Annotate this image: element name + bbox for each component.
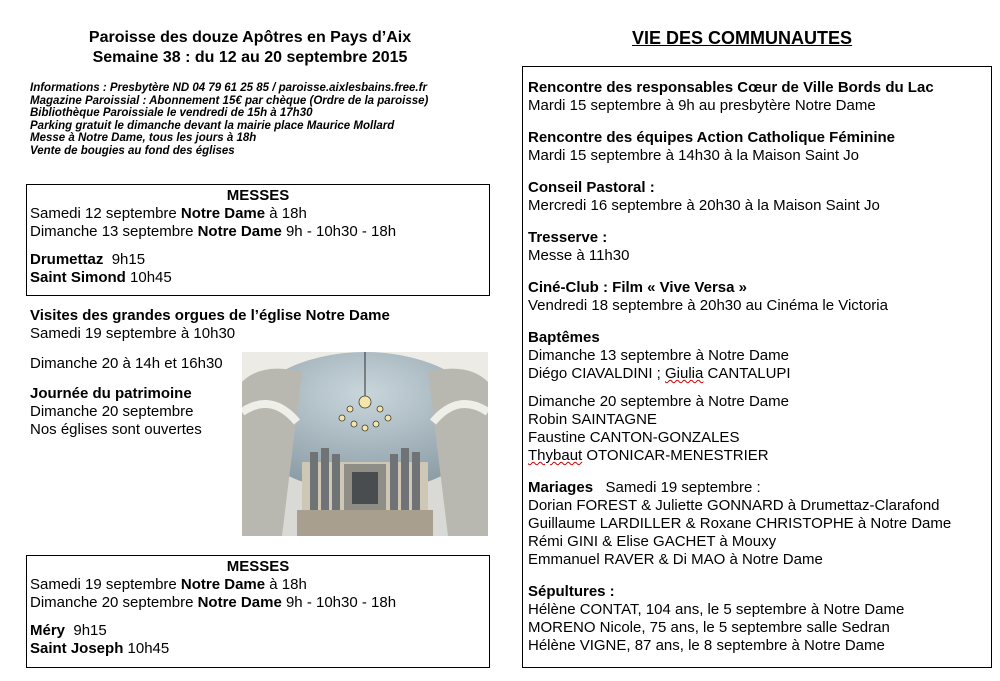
section-line: Mardi 15 septembre à 9h au presbytère Notre Dame: [528, 97, 876, 114]
info-line: Messe à Notre Dame, tous les jours à 18h: [30, 132, 257, 145]
text: 9h - 10h30 - 18h: [281, 594, 397, 611]
text: 9h - 10h30 - 18h: [281, 223, 397, 240]
messes-box-week: [26, 184, 490, 296]
text: Mariages: [528, 479, 594, 496]
mass-time: 9h15: [103, 251, 146, 268]
section-line: Faustine CANTON-GONZALES: [528, 429, 740, 446]
messes-saturday: [27, 205, 489, 223]
text: Samedi 19 septembre: [30, 576, 181, 593]
church-name: Drumettaz: [30, 251, 104, 268]
patrimoine-line: Nos églises sont ouvertes: [30, 421, 202, 438]
messes-sunday: [27, 223, 489, 241]
text: Dimanche 13 septembre: [30, 223, 198, 240]
text: à 18h: [265, 576, 307, 593]
section-line: Mercredi 16 septembre à 20h30 à la Maison Saint Jo: [528, 197, 880, 214]
text: Diégo CIAVALDINI ;: [528, 365, 665, 382]
page-subtitle: Semaine 38 : du 12 au 20 septembre 2015: [92, 49, 408, 66]
text: Thybaut: [528, 447, 583, 464]
patrimoine-line: Dimanche 20 septembre: [30, 403, 194, 420]
messes-place-2: [27, 269, 489, 287]
text: OTONICAR-MENESTRIER: [582, 447, 769, 464]
church-name: Saint Joseph: [30, 640, 124, 657]
section-line: Robin SAINTAGNE: [528, 411, 657, 428]
section-title: Rencontre des équipes Action Catholique Féminine: [528, 129, 895, 146]
visites-line: Dimanche 20 à 14h et 16h30: [30, 355, 223, 372]
page-title: Paroisse des douze Apôtres en Pays d’Aix: [88, 29, 412, 46]
section-title: Tresserve :: [528, 229, 608, 246]
section-line: Hélène VIGNE, 87 ans, le 8 septembre à Notre Dame: [528, 637, 885, 654]
vie-box: [522, 66, 992, 668]
messes-box-weekend: [26, 555, 490, 668]
section-line: [528, 365, 991, 383]
messes-place-1: [27, 251, 489, 269]
church-name: Méry: [30, 622, 66, 639]
info-line: Magazine Paroissial : Abonnement 15€ par chèque (Ordre de la paroisse): [30, 94, 429, 107]
text: Samedi 19 septembre :: [593, 479, 761, 496]
text: Giulia: [665, 365, 704, 382]
section-line: Dimanche 20 septembre à Notre Dame: [528, 393, 789, 410]
church-name: Notre Dame: [180, 205, 266, 222]
section-title: [528, 479, 991, 497]
info-line: Informations : Presbytère ND 04 79 61 25 85 / paroisse.aixlesbains.free.fr: [30, 82, 427, 94]
section-line: Hélène CONTAT, 104 ans, le 5 septembre à Notre Dame: [528, 601, 905, 618]
church-name: Notre Dame: [197, 223, 282, 240]
section-title: Rencontre des responsables Cœur de Ville Bords du Lac: [528, 79, 934, 96]
visites-title: Visites des grandes orgues de l’église Notre Dame: [30, 307, 390, 324]
section-line: Rémi GINI & Elise GACHET à Mouxy: [528, 533, 777, 550]
text: Samedi 12 septembre: [30, 205, 181, 222]
section-line: Vendredi 18 septembre à 20h30 au Cinéma le Victoria: [528, 297, 888, 314]
church-name: Saint Simond: [30, 269, 126, 286]
messes-saturday: [27, 576, 489, 594]
section-line: [528, 447, 991, 465]
church-name: Notre Dame: [180, 576, 266, 593]
info-line: Parking gratuit le dimanche devant la mairie place Maurice Mollard: [30, 119, 395, 132]
mass-time: 10h45: [125, 269, 172, 286]
info-block: [30, 82, 500, 158]
section-title: Baptêmes: [528, 329, 600, 346]
patrimoine-title: Journée du patrimoine: [30, 385, 192, 402]
messes-sunday: [27, 594, 489, 612]
visites-line: Samedi 19 septembre à 10h30: [30, 325, 236, 342]
section-line: Guillaume LARDILLER & Roxane CHRISTOPHE à Notre Dame: [528, 515, 952, 532]
section-title: Sépultures :: [528, 583, 615, 600]
section-title: Conseil Pastoral :: [528, 179, 655, 196]
mass-time: 10h45: [123, 640, 170, 657]
vie-title: VIE DES COMMUNAUTES: [632, 28, 853, 48]
header: [30, 28, 470, 68]
section-line: Dorian FOREST & Juliette GONNARD à Drumettaz-Clarafond: [528, 497, 940, 514]
text: Dimanche 20 septembre: [30, 594, 198, 611]
info-line: Bibliothèque Paroissiale le vendredi de 15h à 17h30: [30, 107, 313, 120]
messes-place-2: [27, 640, 489, 658]
section-line: Mardi 15 septembre à 14h30 à la Maison Saint Jo: [528, 147, 860, 164]
text: à 18h: [265, 205, 307, 222]
text: CANTALUPI: [703, 365, 791, 382]
mass-time: 9h15: [65, 622, 107, 639]
church-name: Notre Dame: [197, 594, 282, 611]
section-title: Ciné-Club : Film « Vive Versa »: [528, 279, 747, 296]
section-line: Messe à 11h30: [528, 247, 630, 264]
messes-place-1: [27, 622, 489, 640]
info-line: Vente de bougies au fond des églises: [30, 144, 235, 157]
section-line: MORENO Nicole, 75 ans, le 5 septembre salle Sedran: [528, 619, 890, 636]
messes-title: MESSES: [226, 558, 290, 575]
section-line: Dimanche 13 septembre à Notre Dame: [528, 347, 789, 364]
messes-title: MESSES: [226, 187, 290, 204]
church-organ-photo: [242, 352, 488, 536]
section-line: Emmanuel RAVER & Di MAO à Notre Dame: [528, 551, 823, 568]
